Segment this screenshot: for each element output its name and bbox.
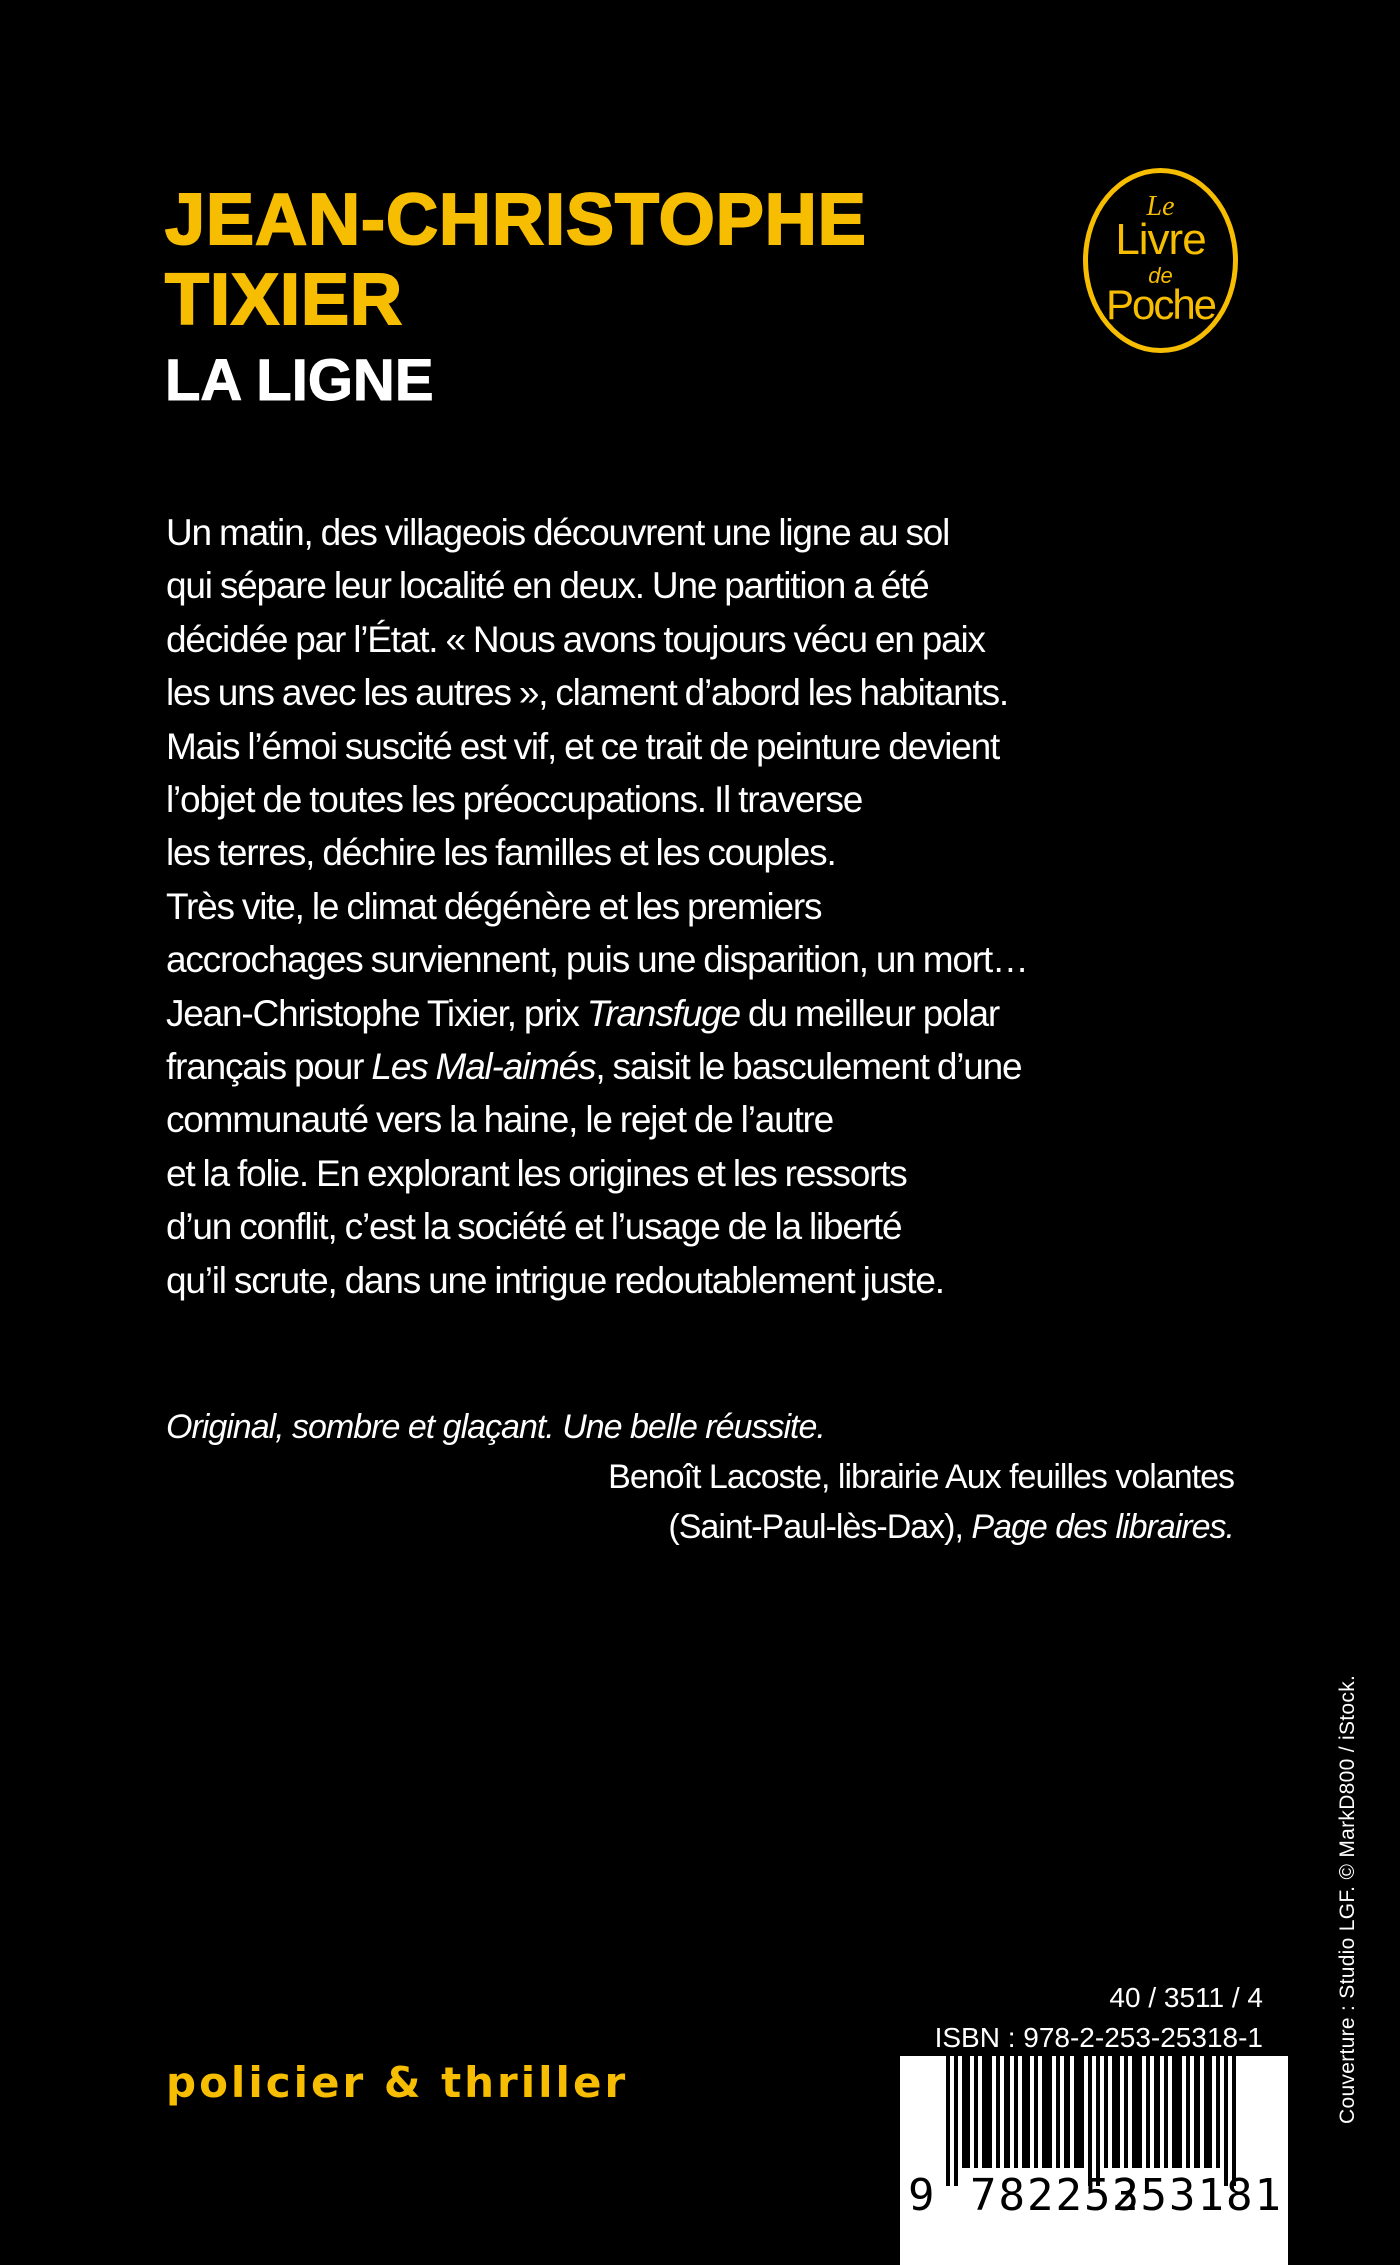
synopsis-line: accrochages surviennent, puis une disparition, un mort… — [166, 939, 1028, 981]
barcode-group-2: 253181 — [1112, 2170, 1283, 2221]
attribution-source: Page des libraires. — [971, 1508, 1234, 1546]
synopsis-line: les uns avec les autres », clament d’abord les habitants. — [166, 672, 1008, 714]
logo-livre: Livre — [1115, 215, 1206, 264]
attribution-location: (Saint-Paul-lès-Dax), — [668, 1508, 972, 1546]
attribution-line — [608, 1502, 1234, 1552]
barcode-group-1: 782253 — [970, 2170, 1141, 2221]
synopsis-text: du meilleur polar — [739, 992, 1000, 1034]
genre-label: policier & thriller — [166, 2058, 629, 2107]
synopsis-line: les terres, déchire les familles et les couples. — [166, 832, 836, 874]
product-codes — [935, 1978, 1263, 2058]
book-title: LA LIGNE — [165, 348, 434, 413]
catalog-code: 40 / 3511 / 4 — [1109, 1982, 1263, 2013]
synopsis-line: décidée par l’État. « Nous avons toujours vécu en paix — [166, 618, 985, 660]
award-name: Transfuge — [586, 992, 740, 1034]
publisher-logo-icon — [1083, 168, 1238, 353]
synopsis-line: qu’il scrute, dans une intrigue redoutablement juste. — [166, 1259, 944, 1301]
synopsis-line: Mais l’émoi suscité est vif, et ce trait de peinture devient — [166, 725, 1000, 767]
synopsis-line: d’un conflit, c’est la société et l’usage de la liberté — [166, 1206, 902, 1248]
synopsis-line: qui sépare leur localité en deux. Une partition a été — [166, 565, 929, 607]
author-first-name: JEAN-CHRISTOPHE — [165, 180, 867, 260]
barcode — [900, 2056, 1288, 2265]
logo-poche: Poche — [1105, 281, 1216, 328]
barcode-bars-icon — [900, 2056, 1288, 2265]
review-attribution — [608, 1452, 1234, 1552]
synopsis-text: , saisit le basculement d’une — [595, 1046, 1022, 1088]
attribution-line: Benoît Lacoste, librairie Aux feuilles volantes — [608, 1458, 1234, 1496]
isbn-label: ISBN : 978-2-253-25318-1 — [934, 2022, 1263, 2053]
synopsis-line: Très vite, le climat dégénère et les premiers — [166, 885, 822, 927]
synopsis-text: Jean-Christophe Tixier, prix — [166, 992, 587, 1034]
synopsis — [166, 506, 1276, 1307]
cover-credit: Couverture : Studio LGF. © MarkD800 / iStock. — [1336, 1674, 1359, 2124]
logo-de: de — [1148, 263, 1173, 288]
synopsis-line: l’objet de toutes les préoccupations. Il traverse — [166, 779, 863, 821]
author-last-name: TIXIER — [165, 260, 404, 340]
barcode-lead-digit: 9 — [908, 2170, 937, 2221]
previous-book-title: Les Mal-aimés — [371, 1046, 596, 1088]
synopsis-line: Un matin, des villageois découvrent une ligne au sol — [166, 512, 950, 553]
review-quote: Original, sombre et glaçant. Une belle réussite. — [166, 1408, 825, 1446]
author-name — [165, 180, 867, 340]
synopsis-line: communauté vers la haine, le rejet de l’autre — [166, 1099, 834, 1141]
synopsis-line: et la folie. En explorant les origines et les ressorts — [166, 1152, 907, 1194]
synopsis-line — [166, 1040, 1276, 1093]
synopsis-line — [166, 987, 1276, 1040]
synopsis-text: français pour — [166, 1046, 372, 1088]
logo-le: Le — [1146, 191, 1175, 222]
